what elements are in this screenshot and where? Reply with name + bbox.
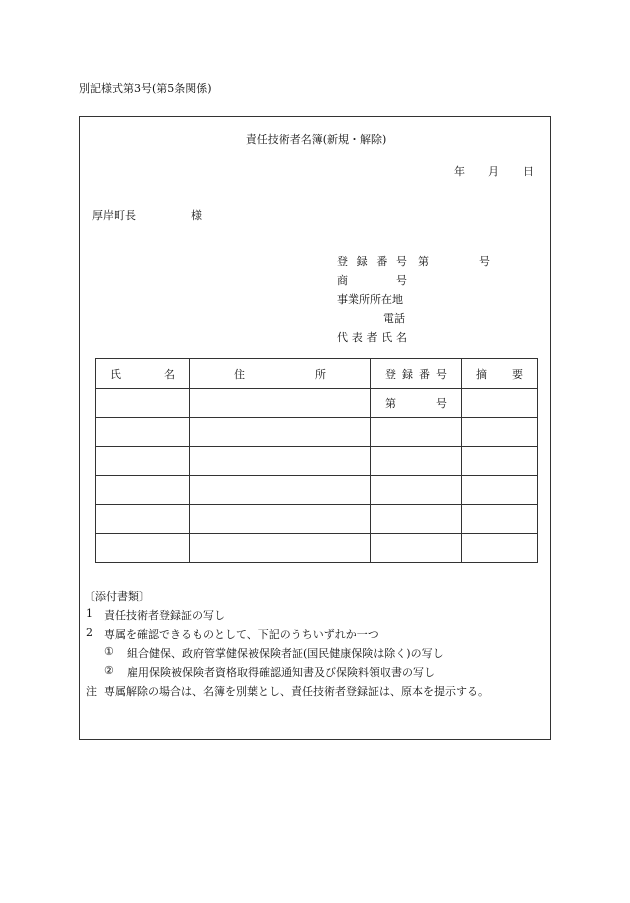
cell-address[interactable]	[190, 447, 371, 476]
attachments-heading: 〔添付書類〕	[84, 590, 150, 603]
addressee-honorific: 様	[191, 209, 202, 222]
note-text: 専属解除の場合は、名簿を別葉とし、責任技術者登録証は、原本を提示する。	[104, 685, 489, 698]
form-frame	[79, 116, 551, 740]
table-row	[96, 534, 538, 563]
cell-name[interactable]	[96, 418, 190, 447]
cell-registration-number[interactable]	[371, 476, 462, 505]
table-row	[96, 418, 538, 447]
note-label: 注	[86, 685, 97, 698]
column-header-address: 住 所	[190, 359, 371, 389]
trade-name-label: 商 号	[337, 274, 407, 287]
cell-name[interactable]	[96, 505, 190, 534]
attachment-subitem-2: 雇用保険被保険者資格取得確認通知書及び保険料領収書の写し	[127, 666, 435, 679]
cell-address[interactable]	[190, 505, 371, 534]
table-row	[96, 389, 538, 418]
registration-number-label: 登 録 番 号	[337, 255, 407, 268]
cell-remarks[interactable]	[462, 389, 538, 418]
cell-address[interactable]	[190, 389, 371, 418]
attachment-item-1: 責任技術者登録証の写し	[104, 609, 225, 622]
cell-address[interactable]	[190, 418, 371, 447]
cell-registration-number[interactable]	[371, 447, 462, 476]
table-row	[96, 505, 538, 534]
cell-registration-number[interactable]	[371, 418, 462, 447]
date-day-label: 日	[523, 165, 534, 178]
cell-registration-number[interactable]: 第 号	[371, 389, 462, 418]
cell-address[interactable]	[190, 476, 371, 505]
cell-remarks[interactable]	[462, 534, 538, 563]
column-header-name: 氏 名	[96, 359, 190, 389]
cell-remarks[interactable]	[462, 447, 538, 476]
cell-name[interactable]	[96, 476, 190, 505]
table-row	[96, 447, 538, 476]
addressee-name: 厚岸町長	[92, 209, 136, 222]
cell-registration-number[interactable]	[371, 534, 462, 563]
cell-registration-number[interactable]	[371, 505, 462, 534]
office-address-label: 事業所所在地	[337, 293, 403, 306]
cell-remarks[interactable]	[462, 476, 538, 505]
table-header-row	[96, 359, 538, 389]
attachment-subitem-1: 組合健保、政府管掌健保被保険者証(国民健康保険は除く)の写し	[127, 647, 444, 660]
cell-address[interactable]	[190, 534, 371, 563]
registration-number-suffix: 号	[479, 255, 490, 268]
technician-roster-table	[95, 358, 538, 563]
cell-remarks[interactable]	[462, 418, 538, 447]
attachment-item-2: 専属を確認できるものとして、下記のうちいずれか一つ	[104, 628, 379, 641]
date-month-label: 月	[488, 165, 499, 178]
cell-name[interactable]	[96, 447, 190, 476]
column-header-registration-number: 登 録 番 号	[371, 359, 462, 389]
attachment-subitem-number: ①	[104, 645, 114, 658]
form-id: 別記様式第3号(第5条関係)	[79, 82, 212, 95]
table-row	[96, 476, 538, 505]
cell-remarks[interactable]	[462, 505, 538, 534]
phone-label: 電話	[383, 312, 405, 325]
form-title: 責任技術者名簿(新規・解除)	[245, 133, 387, 146]
column-header-remarks: 摘 要	[462, 359, 538, 389]
cell-name[interactable]	[96, 534, 190, 563]
date-year-label: 年	[454, 165, 465, 178]
cell-name[interactable]	[96, 389, 190, 418]
attachment-subitem-number: ②	[104, 664, 114, 677]
attachment-item-number: 1	[86, 607, 93, 620]
registration-number-prefix: 第	[418, 255, 429, 268]
representative-name-label: 代 表 者 氏 名	[337, 331, 407, 344]
attachment-item-number: 2	[86, 626, 93, 639]
